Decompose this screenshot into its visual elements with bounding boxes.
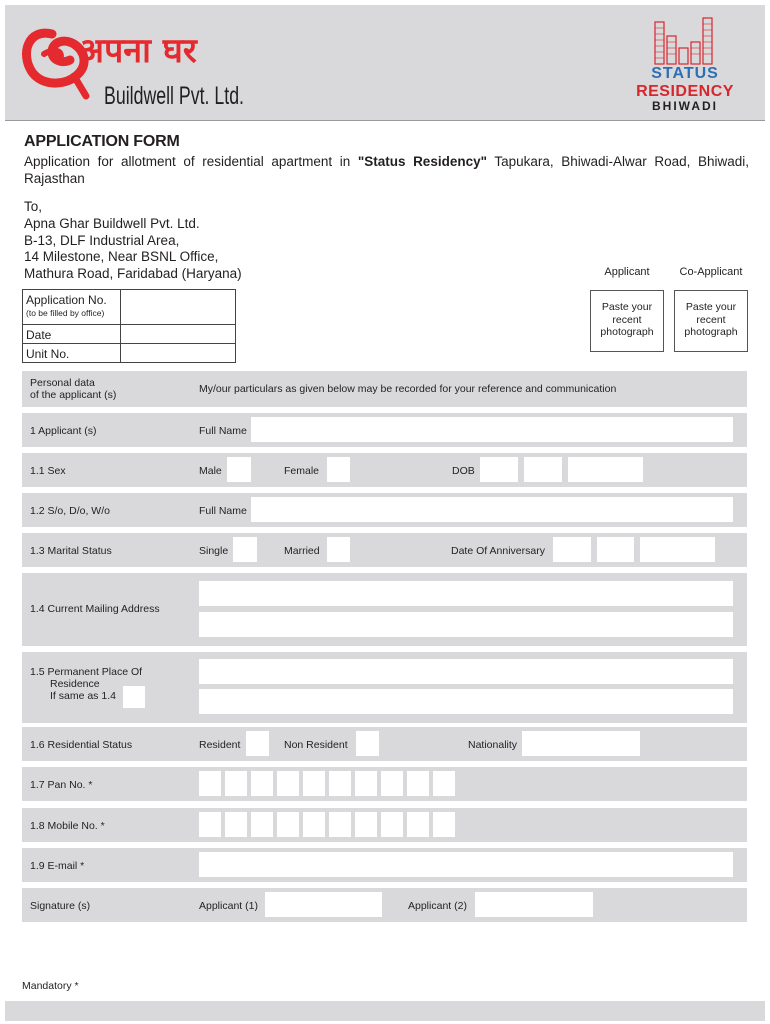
row-applicant [22, 413, 747, 447]
application-no-field[interactable] [121, 290, 235, 324]
pan-char-box[interactable] [277, 771, 299, 796]
nationality-label: Nationality [468, 739, 518, 751]
mandatory-note: Mandatory * [22, 980, 79, 992]
mobile-digit-box[interactable] [329, 812, 351, 837]
residential-status-label: 1.6 Residential Status [30, 739, 133, 751]
personal-data-band [22, 371, 747, 407]
pan-char-box[interactable] [199, 771, 221, 796]
pan-char-box[interactable] [407, 771, 429, 796]
single-checkbox[interactable] [233, 537, 257, 562]
applicant-label: 1 Applicant (s) [30, 425, 97, 437]
form-title: APPLICATION FORM [24, 133, 180, 150]
anniversary-month-input[interactable] [597, 537, 634, 562]
nationality-input[interactable] [522, 731, 640, 756]
row-mobile [22, 808, 747, 842]
intro-suffix: Tapukara, Bhiwadi-Alwar Road, Bhiwadi, Rajasthan [24, 154, 749, 186]
pan-char-box[interactable] [433, 771, 455, 796]
resident-checkbox[interactable] [246, 731, 269, 756]
male-label: Male [199, 465, 222, 477]
email-input[interactable] [199, 852, 733, 877]
pan-char-box[interactable] [225, 771, 247, 796]
row-marital [22, 533, 747, 567]
relation-label: 1.2 S/o, D/o, W/o [30, 505, 110, 517]
signature-label: Signature (s) [30, 900, 91, 912]
intro-prefix: Application for allotment of residential apartment in [24, 154, 358, 169]
photo-text-1: Paste your [685, 301, 737, 313]
row-residential-status [22, 727, 747, 761]
intro-project-name: "Status Residency" [357, 154, 487, 169]
pan-label: 1.7 Pan No. * [30, 779, 93, 791]
applicant-full-name-input[interactable] [251, 417, 733, 442]
mobile-label: 1.8 Mobile No. * [30, 820, 105, 832]
resident-label: Resident [199, 739, 241, 751]
office-note: (to be filled by office) [26, 308, 105, 318]
logo-company-text: Buildwell Pvt. Ltd. [104, 82, 244, 110]
pan-char-box[interactable] [355, 771, 377, 796]
male-checkbox[interactable] [227, 457, 251, 482]
permanent-address-line-1[interactable] [199, 659, 733, 684]
logo-bhiwadi-text: BHIWADI [652, 99, 718, 113]
anniversary-label: Date Of Anniversary [451, 545, 545, 557]
mobile-digit-box[interactable] [277, 812, 299, 837]
photo-text-2: recent [612, 313, 642, 326]
anniversary-year-input[interactable] [640, 537, 715, 562]
applicant-2-signature-box[interactable] [475, 892, 593, 917]
address-line-4: Mathura Road, Faridabad (Haryana) [24, 266, 242, 282]
unit-no-label: Unit No. [23, 344, 121, 362]
full-name-label: Full Name [199, 425, 247, 437]
logo-status-text: STATUS [651, 65, 719, 82]
mobile-digit-box[interactable] [381, 812, 403, 837]
permanent-address-label: 1.5 Permanent Place Of Residence If same as 1.4 [30, 666, 143, 702]
female-label: Female [284, 465, 320, 477]
date-field[interactable] [121, 325, 235, 343]
applicant-1-signature-box[interactable] [265, 892, 382, 917]
mobile-digit-box[interactable] [303, 812, 325, 837]
address-line-2: B-13, DLF Industrial Area, [24, 232, 180, 248]
logo-residency-text: RESIDENCY [636, 83, 734, 100]
email-label: 1.9 E-mail * [30, 860, 85, 872]
coapplicant-photo-box[interactable] [674, 290, 748, 352]
dob-label: DOB [452, 465, 475, 477]
date-label: Date [23, 325, 121, 343]
photo-text-2: recent [696, 313, 726, 326]
pan-char-box[interactable] [251, 771, 273, 796]
applicant-2-signature-label: Applicant (2) [408, 900, 467, 912]
address-line-3: 14 Milestone, Near BSNL Office, [24, 249, 219, 265]
pan-char-box[interactable] [329, 771, 351, 796]
form-intro [24, 153, 749, 187]
recipient-address [24, 199, 242, 283]
sex-label: 1.1 Sex [30, 465, 66, 477]
applicant-1-signature-label: Applicant (1) [199, 900, 258, 912]
personal-data-note: My/our particulars as given below may be recorded for your reference and communication [199, 383, 617, 395]
dob-day-input[interactable] [480, 457, 518, 482]
row-pan [22, 767, 747, 801]
mailing-address-line-1[interactable] [199, 581, 733, 606]
personal-data-label: Personal data of the applicant (s) [30, 377, 117, 401]
mailing-address-label: 1.4 Current Mailing Address [30, 603, 160, 615]
relation-full-name-input[interactable] [251, 497, 733, 522]
row-mailing-address [22, 573, 747, 646]
row-sex [22, 453, 747, 487]
mailing-address-line-2[interactable] [199, 612, 733, 637]
same-as-mailing-checkbox[interactable] [123, 686, 145, 708]
mobile-digit-box[interactable] [225, 812, 247, 837]
row-permanent-address [22, 652, 747, 723]
applicant-photo-box[interactable] [590, 290, 664, 352]
mobile-digit-box[interactable] [407, 812, 429, 837]
footer-band [5, 1001, 765, 1021]
dob-month-input[interactable] [524, 457, 562, 482]
apna-ghar-logo [14, 14, 254, 114]
non-resident-label: Non Resident [284, 739, 348, 751]
logo-hindi-text: अपना घर [78, 31, 197, 71]
row-email [22, 848, 747, 882]
pan-char-box[interactable] [303, 771, 325, 796]
single-label: Single [199, 545, 229, 557]
relation-full-name-label: Full Name [199, 505, 247, 517]
dob-year-input[interactable] [568, 457, 643, 482]
photo-text-1: Paste your [601, 301, 653, 313]
mobile-digit-box[interactable] [199, 812, 221, 837]
applicant-photo-label: Applicant [604, 266, 650, 278]
pan-char-box[interactable] [381, 771, 403, 796]
address-to: To, [24, 199, 43, 214]
office-use-table [22, 289, 236, 363]
address-line-1: Apna Ghar Buildwell Pvt. Ltd. [24, 215, 200, 231]
permanent-address-line-2[interactable] [199, 689, 733, 714]
mobile-digit-box[interactable] [355, 812, 377, 837]
married-checkbox[interactable] [327, 537, 350, 562]
photo-text-3: photograph [684, 326, 738, 338]
row-relation [22, 493, 747, 527]
female-checkbox[interactable] [327, 457, 350, 482]
non-resident-checkbox[interactable] [356, 731, 379, 756]
anniversary-day-input[interactable] [553, 537, 591, 562]
mobile-digit-box[interactable] [251, 812, 273, 837]
mobile-digit-box[interactable] [433, 812, 455, 837]
photo-text-3: photograph [600, 326, 654, 338]
application-no-label: Application No. (to be filled by office) [23, 290, 121, 324]
coapplicant-photo-label: Co-Applicant [679, 266, 743, 278]
row-signature [22, 888, 747, 922]
status-residency-logo [610, 14, 760, 114]
marital-label: 1.3 Marital Status [30, 545, 112, 557]
married-label: Married [284, 545, 320, 557]
unit-no-field[interactable] [121, 344, 235, 362]
